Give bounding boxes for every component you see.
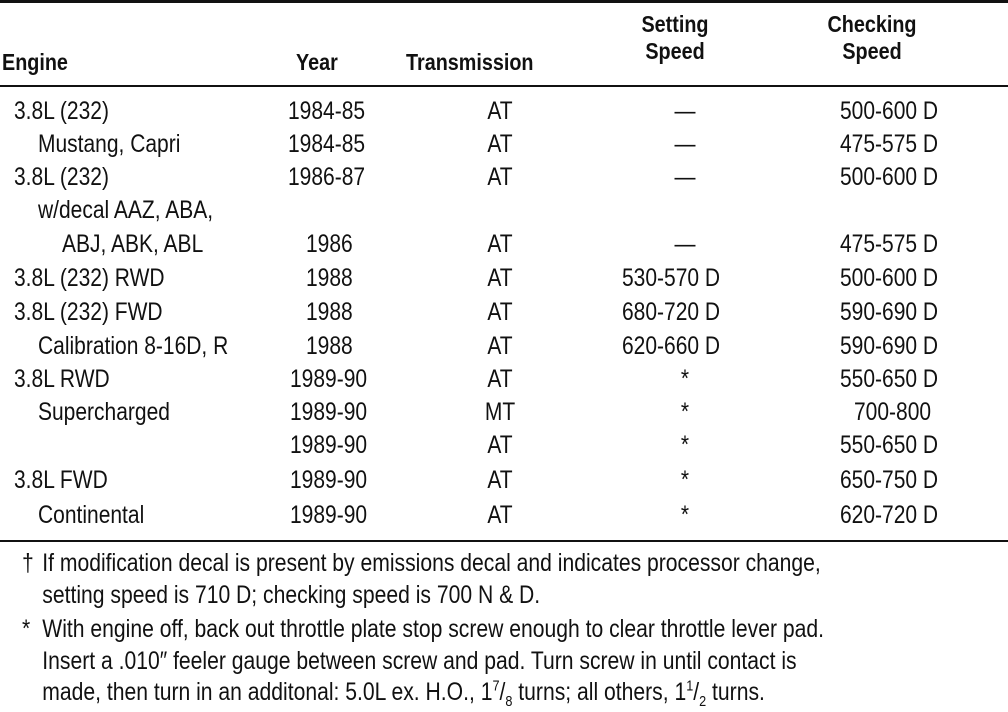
- cell-transmission: AT: [487, 163, 513, 191]
- header-transmission: Transmission: [406, 49, 534, 75]
- dagger-symbol: †: [22, 549, 34, 577]
- cell-year: 1986-87: [288, 163, 366, 191]
- footnote-dagger-line1: If modification decal is present by emissions decal and indicates processor change,: [42, 549, 821, 577]
- cell-transmission: AT: [487, 130, 513, 158]
- cell-transmission: AT: [487, 264, 513, 292]
- fraction-denominator: 2: [699, 693, 707, 710]
- footnote-asterisk-line3: made, then turn in an additonal: 5.0L ex. H.O., $1^7/_8$ turns; all others, $1^1/_2$ turns.: [42, 677, 765, 710]
- cell-transmission: AT: [487, 466, 513, 494]
- cell-engine: 3.8L (232) FWD: [14, 298, 163, 326]
- cell-checking-speed: 475-575 D: [840, 130, 939, 158]
- cell-checking-speed: 590-690 D: [840, 298, 939, 326]
- cell-checking-speed: 475-575 D: [840, 230, 939, 258]
- fraction-denominator: 8: [505, 693, 513, 710]
- cell-year: 1989-90: [290, 365, 368, 393]
- cell-engine: Continental: [38, 501, 145, 529]
- cell-setting-speed: 680-720 D: [622, 298, 721, 326]
- cell-checking-speed: 650-750 D: [840, 466, 939, 494]
- cell-engine: 3.8L (232) RWD: [14, 264, 165, 292]
- cell-transmission: AT: [487, 298, 513, 326]
- footnote-asterisk-line1: With engine off, back out throttle plate stop screw enough to clear throttle lever pad.: [42, 615, 824, 643]
- cell-engine: Mustang, Capri: [38, 130, 181, 158]
- cell-checking-speed: 550-650 D: [840, 365, 939, 393]
- cell-engine: 3.8L RWD: [14, 365, 110, 393]
- header-setting-speed-line1: Setting: [641, 11, 709, 37]
- header-checking-speed-line1: Checking: [827, 11, 917, 37]
- cell-engine: ABJ, ABK, ABL: [62, 230, 204, 258]
- cell-setting-speed: *: [680, 501, 690, 529]
- cell-engine: 3.8L FWD: [14, 466, 108, 494]
- cell-transmission: AT: [487, 365, 513, 393]
- cell-year: 1989-90: [290, 398, 368, 426]
- cell-setting-speed: *: [680, 431, 690, 459]
- cell-engine: w/decal AAZ, ABA,: [38, 196, 214, 224]
- header-checking-speed: [810, 11, 934, 65]
- footnote-rule: [0, 540, 1008, 542]
- cell-setting-speed: —: [674, 97, 696, 125]
- asterisk-symbol: *: [22, 615, 31, 643]
- header-checking-speed-line2: Speed: [842, 38, 902, 64]
- footnote-dagger-line2: setting speed is 710 D; checking speed is 700 N & D.: [42, 581, 541, 609]
- cell-engine: Supercharged: [38, 398, 170, 426]
- fraction-numerator: 1: [686, 677, 694, 695]
- footnote-asterisk: [22, 614, 824, 645]
- cell-year: 1988: [306, 264, 353, 292]
- cell-transmission: AT: [487, 332, 513, 360]
- cell-checking-speed: 620-720 D: [840, 501, 939, 529]
- fraction-numerator: 7: [492, 677, 500, 695]
- cell-year: 1984-85: [288, 97, 366, 125]
- cell-year: 1989-90: [290, 466, 368, 494]
- footnote-asterisk-cont: [22, 646, 797, 677]
- cell-checking-speed: 500-600 D: [840, 163, 939, 191]
- cell-checking-speed: 700-800: [854, 398, 932, 426]
- footnote-dagger: [22, 548, 821, 579]
- cell-checking-speed: 500-600 D: [840, 264, 939, 292]
- line3-mid: turns; all others, 1: [512, 678, 687, 706]
- cell-checking-speed: 590-690 D: [840, 332, 939, 360]
- cell-year: 1988: [306, 298, 353, 326]
- cell-setting-speed: —: [674, 130, 696, 158]
- cell-year: 1986: [306, 230, 353, 258]
- cell-setting-speed: —: [674, 230, 696, 258]
- cell-engine: Calibration 8-16D, R: [38, 332, 229, 360]
- cell-setting-speed: *: [680, 398, 690, 426]
- header-setting-speed: [611, 11, 740, 65]
- cell-checking-speed: 500-600 D: [840, 97, 939, 125]
- cell-setting-speed: *: [680, 365, 690, 393]
- footnote-asterisk-cont2: [22, 677, 765, 708]
- cell-transmission: MT: [484, 398, 516, 426]
- line3-after: turns.: [706, 678, 765, 706]
- cell-transmission: AT: [487, 230, 513, 258]
- line3-before: made, then turn in an additonal: 5.0L ex. H.O., 1: [42, 678, 493, 706]
- cell-setting-speed: 530-570 D: [622, 264, 721, 292]
- cell-year: 1984-85: [288, 130, 366, 158]
- cell-setting-speed: —: [674, 163, 696, 191]
- cell-setting-speed: *: [680, 466, 690, 494]
- cell-checking-speed: 550-650 D: [840, 431, 939, 459]
- cell-setting-speed: 620-660 D: [622, 332, 721, 360]
- cell-engine: 3.8L (232): [14, 97, 109, 125]
- footnote-asterisk-line2: Insert a .010″ feeler gauge between screw and pad. Turn screw in until contact is: [42, 647, 797, 675]
- cell-transmission: AT: [487, 431, 513, 459]
- cell-year: 1988: [306, 332, 353, 360]
- header-setting-speed-line2: Speed: [645, 38, 705, 64]
- top-rule: [0, 0, 1008, 3]
- cell-transmission: AT: [487, 97, 513, 125]
- cell-year: 1989-90: [290, 501, 368, 529]
- header-rule: [0, 85, 1008, 87]
- cell-transmission: AT: [487, 501, 513, 529]
- cell-engine: 3.8L (232): [14, 163, 109, 191]
- header-year: Year: [296, 49, 338, 75]
- footnote-dagger-cont: [22, 580, 540, 611]
- header-engine: Engine: [2, 49, 68, 75]
- cell-year: 1989-90: [290, 431, 368, 459]
